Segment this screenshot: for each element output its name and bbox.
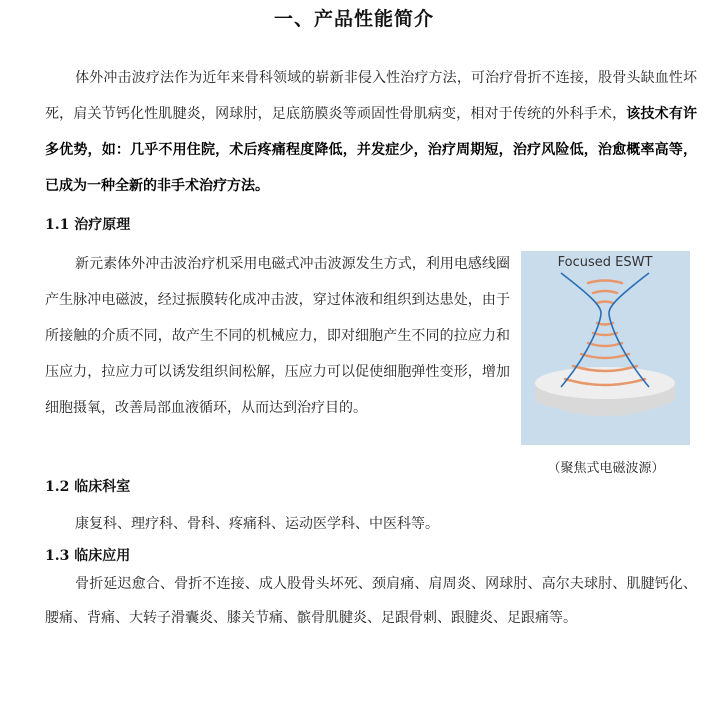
principle-paragraph bbox=[45, 246, 510, 466]
departments-paragraph bbox=[45, 506, 697, 542]
applications-text: 骨折延迟愈合、骨折不连接、成人股骨头坏死、颈肩痛、肩周炎、网球肘、高尔夫球肘、肌腱钙化、腰痛、背痛、大转子滑囊炎、膝关节痛、髌骨肌腱炎、足跟骨刺、跟腱炎、足跟痛等。 bbox=[45, 576, 697, 626]
focused-eswt-illustration bbox=[521, 251, 690, 445]
applications-paragraph bbox=[45, 567, 697, 635]
intro-paragraph bbox=[45, 60, 697, 210]
section-heading-departments: 1.2 临床科室 bbox=[45, 479, 131, 495]
section-heading-principle: 1.1 治疗原理 bbox=[45, 217, 131, 233]
intro-bold-text: 该技术有许多优势，如：几乎不用住院，术后疼痛程度降低，并发症少，治疗周期短，治疗风险低，治愈概率高等，已成为一种全新的非手术治疗方法。 bbox=[45, 106, 698, 194]
principle-text: 新元素体外冲击波治疗机采用电磁式冲击波源发生方式，利用电感线圈产生脉冲电磁波，经过振膜转化成冲击波，穿过体液和组织到达患处，由于所接触的介质不同，故产生不同的机械应力，即对细胞产生不同的拉应力和压应力，拉应力可以诱发组织间松解，压应力可以促使细胞弹性变形，增加细胞摄氧，改善局部血液循环，从而达到治疗目的。 bbox=[45, 256, 510, 416]
figure-caption: （聚焦式电磁波源） bbox=[547, 461, 665, 476]
figure-label: Focused ESWT bbox=[557, 255, 653, 270]
intro-text: 体外冲击波疗法作为近年来骨科领域的崭新非侵入性治疗方法，可治疗骨折不连接，股骨头缺血性坏死，肩关节钙化性肌腱炎，网球肘，足底筋膜炎等顽固性骨肌病变，相对于传统的外科手术， bbox=[45, 70, 697, 122]
section-heading-applications: 1.3 临床应用 bbox=[45, 548, 131, 564]
eswt-figure bbox=[521, 251, 690, 445]
page-title: 一、产品性能简介 bbox=[273, 8, 434, 30]
departments-text: 康复科、理疗科、骨科、疼痛科、运动医学科、中医科等。 bbox=[75, 516, 439, 532]
